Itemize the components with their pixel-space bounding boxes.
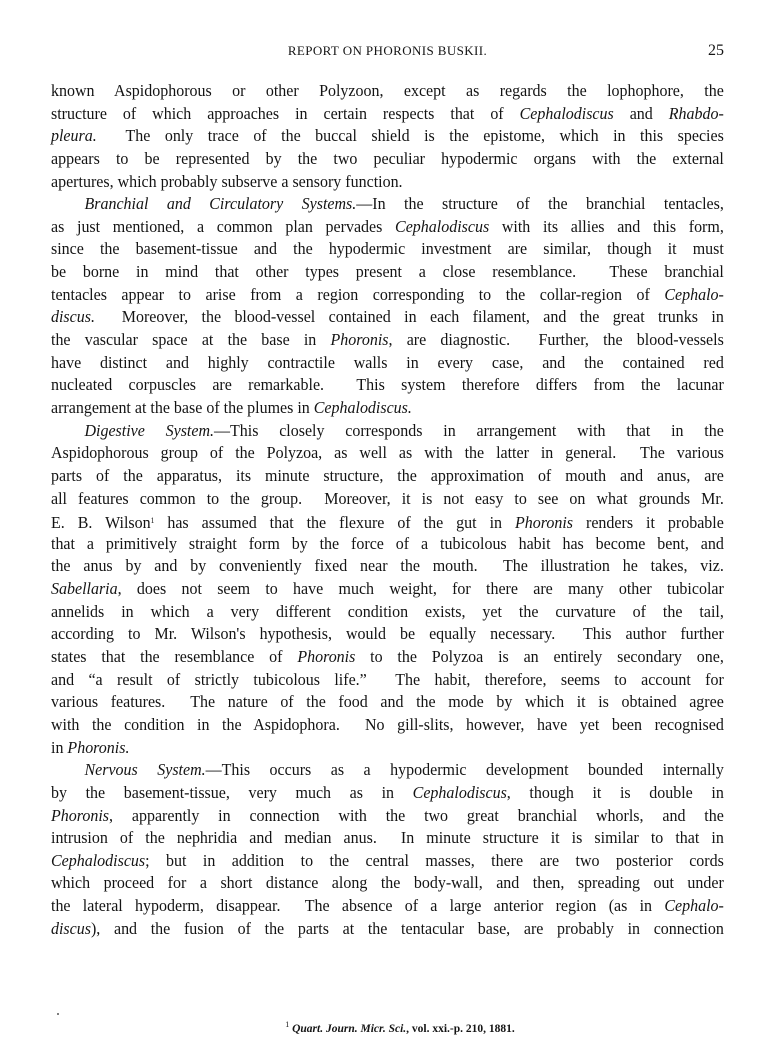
text-run: ), and the fusion of the parts at the tentacular base, are probably in connection (90, 918, 724, 938)
text-run: —In the structure of the branchial tentacles, (356, 194, 724, 214)
text-run: annelids in which a very different condition exists, yet the curvature of the tail, (51, 601, 724, 621)
italic-text: Cephalo- (664, 284, 724, 304)
text-line (51, 623, 724, 646)
text-line (51, 895, 724, 918)
text-line (51, 284, 724, 307)
text-line (51, 80, 724, 103)
text-line (51, 442, 724, 465)
italic-text: Sabellaria (51, 579, 118, 599)
scan-speck (57, 1013, 59, 1015)
text-line (51, 374, 724, 397)
italic-text: discus. (51, 307, 95, 327)
text-line (51, 125, 724, 148)
text-run: , does not seem to have much weight, for there are many other tubicolar (117, 579, 724, 599)
italic-text: Phoronis. (67, 737, 130, 757)
text-run: Aspidophorous group of the Polyzoa, as well as with the latter in general. The various (51, 443, 724, 463)
text-run: as just mentioned, a common plan pervades (51, 216, 396, 236)
text-line (51, 216, 724, 239)
text-run: ; but in addition to the central masses, there are two posterior cords (145, 850, 724, 870)
text-run: and (613, 103, 669, 123)
text-line (51, 691, 724, 714)
text-line (51, 872, 724, 895)
text-run: known Aspidophorous or other Polyzoon, except as regards the lophophore, the (51, 81, 724, 100)
text-line (51, 510, 724, 533)
text-run: in (51, 737, 68, 757)
text-line (51, 465, 724, 488)
text-run: E. B. Wilson (51, 513, 151, 533)
running-head (51, 43, 724, 61)
text-line (51, 918, 724, 941)
text-run: that a primitively straight form by the force of a tubicolous habit has become bent, and (51, 533, 724, 553)
italic-text: Cephalodiscus (51, 850, 146, 870)
text-run: to the Polyzoa is an entirely secondary one, (355, 647, 724, 667)
text-line (51, 714, 724, 737)
text-run: by the basement-tissue, very much as in (51, 782, 413, 802)
text-line (51, 148, 724, 171)
text-run: intrusion of the nephridia and median anus. In minute structure it is similar to that in (51, 828, 724, 848)
text-run: various features. The nature of the food and the mode by which it is obtained agree (51, 692, 724, 712)
text-run: , apparently in connection with the two great branchial whorls, and the (109, 805, 724, 825)
text-line (51, 850, 724, 873)
footnote-citation: , vol. xxi.-p. 210, 1881. (406, 1023, 515, 1035)
text-run: —This closely corresponds in arrangement with that in the (214, 420, 724, 440)
text-run: has assumed that the flexure of the gut in (154, 513, 516, 533)
italic-text: Cephalo- (664, 896, 724, 916)
paragraph-first-line (51, 420, 724, 443)
text-run: the vascular space at the base in (51, 330, 331, 350)
footnote-source: Quart. Journ. Micr. Sci. (292, 1023, 407, 1035)
text-run: parts of the apparatus, its minute structure, the approximation of mouth and anus, are (51, 465, 724, 485)
text-run: tentacles appear to arise from a region corresponding to the collar-region of (51, 284, 665, 304)
text-run: structure of which approaches in certain respects that of (51, 103, 520, 123)
page-number: 25 (708, 42, 724, 59)
text-run: all features common to the group. Moreover, it is not easy to see on what grounds Mr. (51, 488, 724, 508)
text-line (51, 555, 724, 578)
text-run: apertures, which probably subserve a sensory function. (51, 171, 403, 191)
italic-text: Cephalodiscus (412, 782, 507, 802)
italic-text: pleura. (51, 126, 97, 146)
text-run: be borne in mind that other types present a close resemblance. These branchial (51, 262, 724, 282)
text-run: nucleated corpuscles are remarkable. This system therefore differs from the lacunar (51, 375, 724, 395)
italic-text: Cephalodiscus (519, 103, 614, 123)
text-line (51, 488, 724, 511)
text-line (51, 352, 724, 375)
text-run: arrangement at the base of the plumes in (51, 397, 314, 417)
text-run: , though it is double in (506, 782, 724, 802)
text-run: since the basement-tissue and the hypodermic investment are similar, though it must (51, 239, 724, 259)
text-run: —This occurs as a hypodermic development bounded internally (205, 760, 724, 780)
text-line (51, 306, 724, 329)
italic-text: discus (51, 918, 91, 938)
italic-text: Cephalodiscus (395, 216, 490, 236)
text-run: Moreover, the blood-vessel contained in each filament, and the great trunks in (94, 307, 724, 327)
italic-text: Phoronis (297, 647, 356, 667)
text-line (51, 737, 724, 760)
text-run: the anus by and by conveniently fixed near the mouth. The illustration he takes, viz. (51, 556, 724, 576)
text-run: with its allies and this form, (489, 216, 724, 236)
running-title: REPORT ON PHORONIS BUSKII. (287, 43, 488, 58)
italic-text: Cephalodiscus. (313, 397, 412, 417)
text-run: and “a result of strictly tubicolous life.” The habit, therefore, seems to account for (51, 669, 724, 689)
text-line (51, 329, 724, 352)
text-line (51, 397, 724, 420)
text-line (51, 238, 724, 261)
footnote (0, 1018, 776, 1036)
text-line (51, 782, 724, 805)
italic-text: Phoronis (515, 513, 574, 533)
text-run: according to Mr. Wilson's hypothesis, would be equally necessary. This author further (51, 624, 724, 644)
text-run: The only trace of the buccal shield is the epistome, which in this species (96, 126, 724, 146)
italic-text: Rhabdo- (668, 103, 724, 123)
italic-text: Phoronis (51, 805, 110, 825)
text-line (51, 578, 724, 601)
text-run: the lateral hypoderm, disappear. The absence of a large anterior region (as in (51, 896, 665, 916)
text-line (51, 805, 724, 828)
text-line (51, 601, 724, 624)
text-run: which proceed for a short distance along the body-wall, and then, spreading out under (51, 873, 724, 893)
text-run: appears to be represented by the two peculiar hypodermic organs with the external (51, 148, 724, 168)
text-run: , are diagnostic. Further, the blood-vessels (388, 330, 724, 350)
text-run: with the condition in the Aspidophora. No gill-slits, however, have yet been recognised (51, 714, 724, 734)
body-text (51, 80, 724, 940)
text-line (51, 669, 724, 692)
text-line (51, 103, 724, 126)
text-line (51, 261, 724, 284)
text-line (51, 646, 724, 669)
footnote-reference: 1 (150, 516, 155, 526)
text-run: states that the resemblance of (51, 647, 298, 667)
text-run: have distinct and highly contractile walls in every case, and the contained red (51, 352, 724, 372)
italic-text: Phoronis (330, 330, 389, 350)
italic-text: Nervous System. (84, 760, 206, 780)
text-line (51, 533, 724, 556)
text-line (51, 171, 724, 194)
footnote-marker: 1 (285, 1020, 290, 1029)
paragraph-first-line (51, 193, 724, 216)
paragraph-first-line (51, 759, 724, 782)
italic-text: Digestive System. (84, 420, 215, 440)
text-line (51, 827, 724, 850)
text-run: renders it probable (573, 513, 724, 533)
italic-text: Branchial and Circulatory Systems. (84, 194, 357, 214)
